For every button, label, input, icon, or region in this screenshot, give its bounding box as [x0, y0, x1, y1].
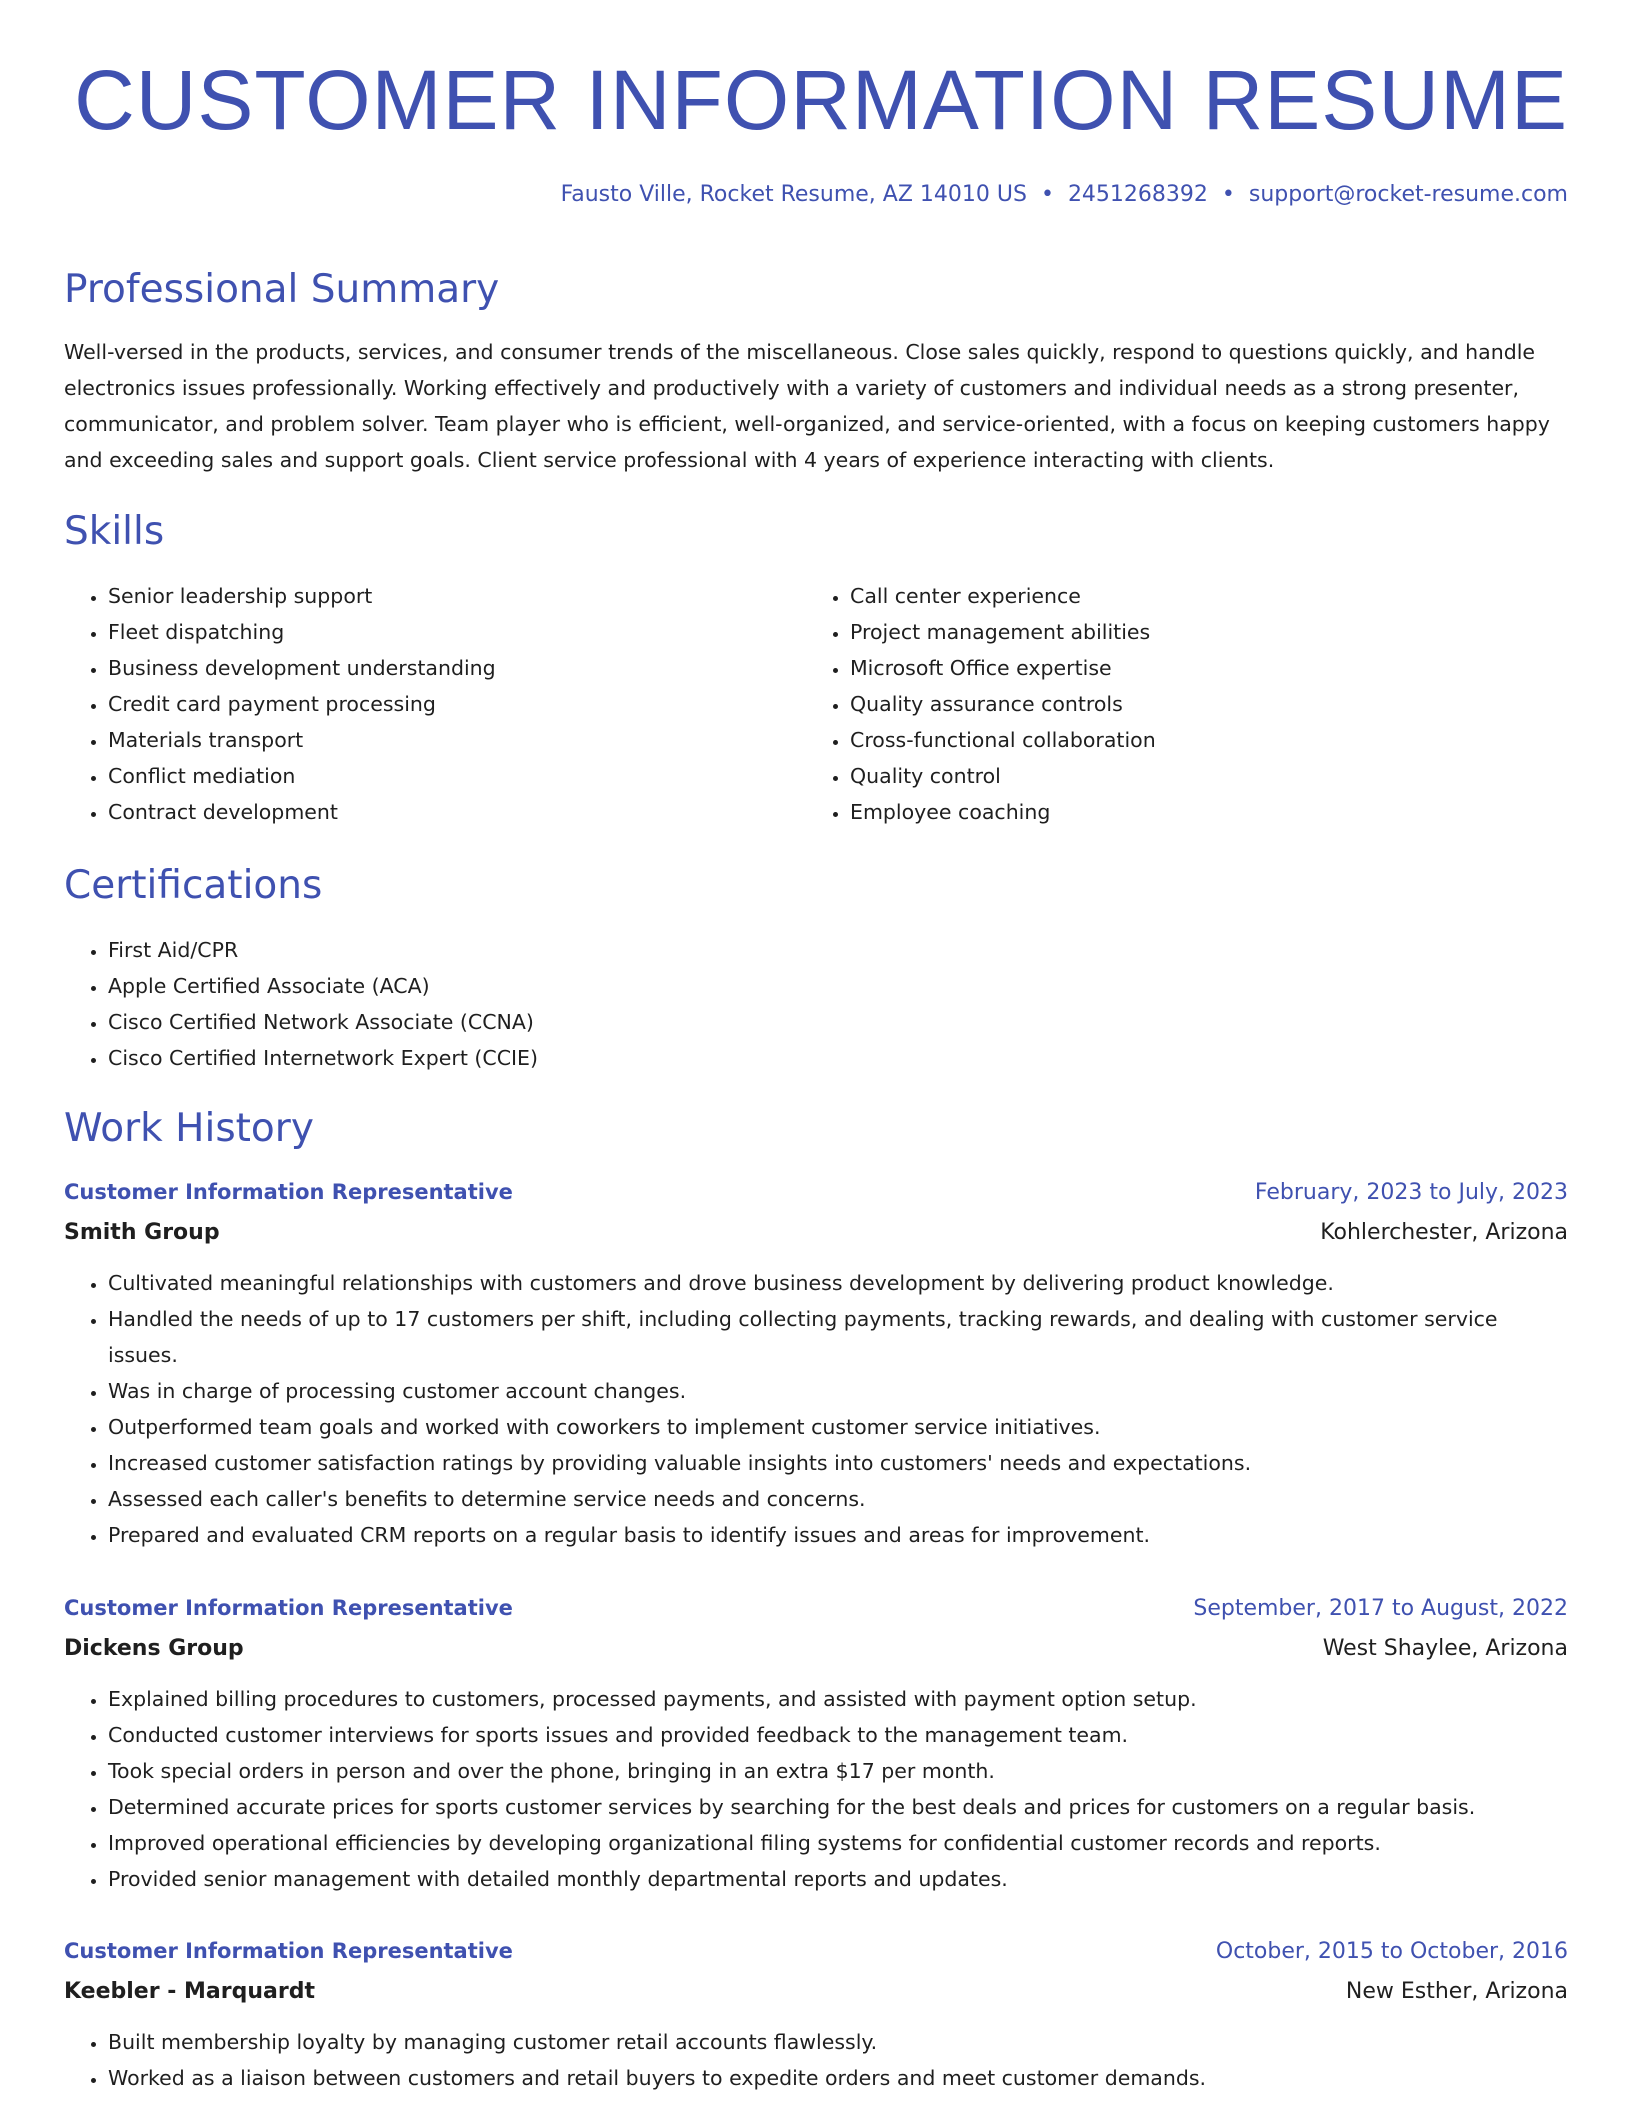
- job-duty-item: • Cultivated meaningful relationships with customers and drove business development by delivering product knowledge.: [108, 1265, 1568, 1301]
- skills-list-left: [64, 578, 806, 830]
- contact-line: [64, 180, 1568, 210]
- job-header-row: [64, 1935, 1568, 1968]
- job-location: New Esther, Arizona: [1345, 1979, 1568, 2004]
- contact-address: Fausto Ville, Rocket Resume, AZ 14010 US: [560, 182, 1027, 207]
- skill-item: • Cross-functional collaboration: [850, 722, 1548, 758]
- job-duties-list: [64, 1265, 1568, 1553]
- job-dates: February, 2023 to July, 2023: [1254, 1180, 1568, 1205]
- certifications-section: [64, 932, 1568, 1076]
- job-company: Dickens Group: [64, 1636, 244, 1661]
- job-company: Smith Group: [64, 1220, 220, 1245]
- skill-item: • Materials transport: [108, 722, 806, 758]
- certifications-heading: Certifications: [64, 863, 323, 908]
- job-dates: October, 2015 to October, 2016: [1215, 1939, 1568, 1964]
- contact-separator: •: [1040, 182, 1054, 207]
- job-location: Kohlerchester, Arizona: [1320, 1220, 1568, 1245]
- skills-list-right: [806, 578, 1548, 830]
- job-duty-item: • Handled the needs of up to 17 customers per shift, including collecting payments, tracking rewards, and dealing with customer service issues.: [108, 1301, 1568, 1373]
- job-duty-item: • Took special orders in person and over the phone, bringing in an extra $17 per month.: [108, 1753, 1568, 1789]
- certification-item: • Cisco Certified Network Associate (CCNA): [108, 1004, 1568, 1040]
- skill-item: • Conflict mediation: [108, 758, 806, 794]
- resume-name: CUSTOMER INFORMATION RESUME: [74, 53, 1568, 147]
- skill-item: • Credit card payment processing: [108, 686, 806, 722]
- skill-item: • Call center experience: [850, 578, 1548, 614]
- job-header-row: [64, 1176, 1568, 1209]
- skill-item: • Fleet dispatching: [108, 614, 806, 650]
- job-duty-item: • Conducted customer interviews for sports issues and provided feedback to the management team.: [108, 1717, 1568, 1753]
- job-duty-item: • Worked as a liaison between customers and retail buyers to expedite orders and meet customer demands.: [108, 2060, 1568, 2096]
- skill-item: • Business development understanding: [108, 650, 806, 686]
- summary-text: Well-versed in the products, services, and consumer trends of the miscellaneous. Close sales quickly, respond to questions quickly, and handle electronics issues professionally. Working effectively and productively with a variety of customers and individual needs as a strong presenter, communicator, and problem solver. Team player who is efficient, well-organized, and service-oriented, with a focus on keeping customers happy and exceeding sales and support goals. Client service professional with 4 years of experience interacting with clients.: [64, 340, 1550, 472]
- job-duty-item: • Explained billing procedures to customers, processed payments, and assisted with payment option setup.: [108, 1681, 1568, 1717]
- certification-item: • First Aid/CPR: [108, 932, 1568, 968]
- job-duty-item: • Improved operational efficiencies by developing organizational filing systems for confidential customer records and reports.: [108, 1825, 1568, 1861]
- skill-item: • Contract development: [108, 794, 806, 830]
- job-duty-item: • Assessed each caller's benefits to determine service needs and concerns.: [108, 1481, 1568, 1517]
- skill-item: • Microsoft Office expertise: [850, 650, 1548, 686]
- skill-item: • Senior leadership support: [108, 578, 806, 614]
- job-duties-list: [64, 2024, 1568, 2096]
- skills-grid: [64, 578, 1568, 830]
- skills-column-left: [64, 578, 806, 830]
- certification-item: • Apple Certified Associate (ACA): [108, 968, 1568, 1004]
- summary-heading: Professional Summary: [64, 267, 500, 312]
- job-company-row: [64, 1968, 1568, 2008]
- resume-page: [64, 0, 1568, 2090]
- job-entry: [64, 1176, 1568, 1553]
- job-company-row: [64, 1625, 1568, 1665]
- resume-header: [64, 0, 1568, 210]
- job-title: Customer Information Representative: [64, 1180, 513, 1204]
- job-title: Customer Information Representative: [64, 1939, 513, 1963]
- job-location: West Shaylee, Arizona: [1322, 1636, 1568, 1661]
- contact-separator: •: [1221, 182, 1235, 207]
- job-title: Customer Information Representative: [64, 1596, 513, 1620]
- skill-item: • Quality control: [850, 758, 1548, 794]
- job-duty-item: • Was in charge of processing customer account changes.: [108, 1373, 1568, 1409]
- job-company-row: [64, 1209, 1568, 1249]
- contact-email: support@rocket-resume.com: [1248, 182, 1568, 207]
- skill-item: • Employee coaching: [850, 794, 1548, 830]
- certifications-list: [64, 932, 1568, 1076]
- job-duty-item: • Outperformed team goals and worked with coworkers to implement customer service initiatives.: [108, 1409, 1568, 1445]
- job-duty-item: • Built membership loyalty by managing customer retail accounts flawlessly.: [108, 2024, 1568, 2060]
- skill-item: • Quality assurance controls: [850, 686, 1548, 722]
- job-duty-item: • Increased customer satisfaction ratings by providing valuable insights into customers' needs and expectations.: [108, 1445, 1568, 1481]
- job-entry: [64, 1935, 1568, 2096]
- contact-phone: 2451268392: [1067, 182, 1208, 207]
- work-history-heading: Work History: [64, 1106, 314, 1151]
- job-duty-item: • Provided senior management with detailed monthly departmental reports and updates.: [108, 1861, 1568, 1897]
- job-entry: [64, 1592, 1568, 1897]
- job-duty-item: • Prepared and evaluated CRM reports on a regular basis to identify issues and areas for improvement.: [108, 1517, 1568, 1553]
- job-header-row: [64, 1592, 1568, 1625]
- job-duty-item: • Determined accurate prices for sports customer services by searching for the best deals and prices for customers on a regular basis.: [108, 1789, 1568, 1825]
- job-dates: September, 2017 to August, 2022: [1193, 1596, 1568, 1621]
- skills-column-right: [806, 578, 1548, 830]
- job-duties-list: [64, 1681, 1568, 1897]
- skill-item: • Project management abilities: [850, 614, 1548, 650]
- certification-item: • Cisco Certified Internetwork Expert (CCIE): [108, 1040, 1568, 1076]
- skills-heading: Skills: [64, 509, 165, 554]
- job-company: Keebler - Marquardt: [64, 1979, 315, 2004]
